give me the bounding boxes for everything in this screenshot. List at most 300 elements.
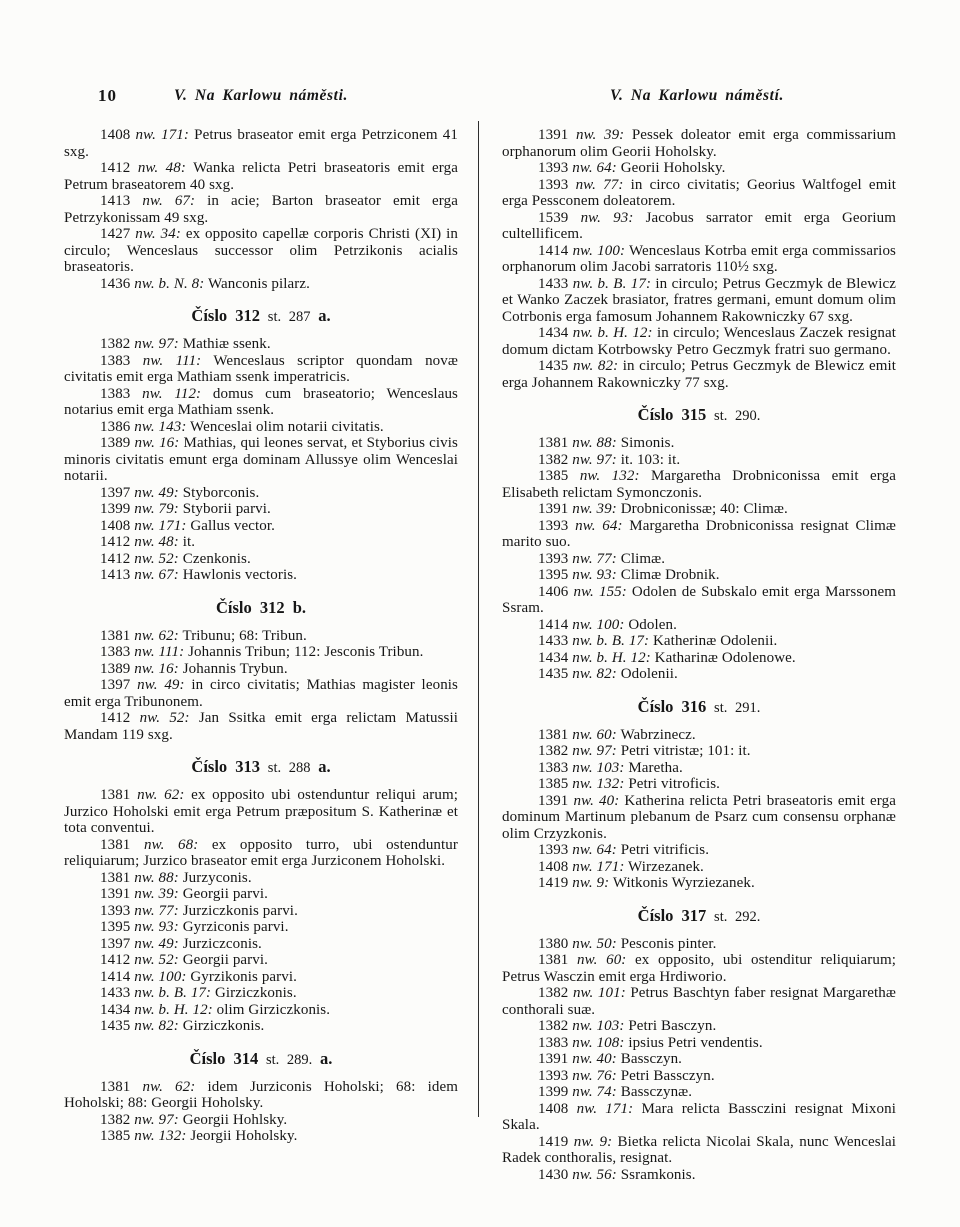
entry-year: 1434 xyxy=(538,325,569,341)
entry-year: 1381 xyxy=(100,787,131,803)
record-entry xyxy=(502,666,896,683)
entry-text: it. 103: it. xyxy=(620,451,681,468)
entry-year: 1389 xyxy=(100,435,131,451)
entry-year: 1434 xyxy=(538,649,569,666)
record-entry xyxy=(64,1112,458,1129)
record-entry xyxy=(502,760,896,777)
entry-reference: nw. 100: xyxy=(572,242,626,259)
entry-year: 1434 xyxy=(100,1001,131,1018)
entry-year: 1414 xyxy=(100,968,131,985)
entry-reference: nw. 77: xyxy=(134,902,179,919)
entry-reference: nw. 16: xyxy=(134,660,179,677)
entry-year: 1381 xyxy=(100,836,131,853)
entry-reference: nw. 77: xyxy=(575,176,624,193)
entry-year: 1391 xyxy=(538,792,569,809)
entry-reference: nw. 100: xyxy=(572,616,625,633)
record-entry xyxy=(64,919,458,936)
entry-reference: nw. 97: xyxy=(572,743,617,759)
record-entry xyxy=(64,677,458,710)
record-entry xyxy=(64,787,458,837)
entry-year: 1383 xyxy=(538,1034,569,1051)
section-heading-number: a. xyxy=(318,306,331,325)
entry-year: 1385 xyxy=(538,776,569,792)
entry-year: 1397 xyxy=(100,677,131,693)
entry-year: 1414 xyxy=(538,242,569,259)
entry-reference: nw. 49: xyxy=(134,935,179,952)
record-entry xyxy=(64,435,458,485)
entry-year: 1419 xyxy=(538,1133,569,1150)
entry-text: Girziczkonis. xyxy=(214,985,297,1001)
entry-text: Gyrziconis parvi. xyxy=(182,919,289,935)
entry-text: Gyrzikonis parvi. xyxy=(190,968,297,985)
entry-reference: nw. 68: xyxy=(144,836,199,853)
entry-reference: nw. 97: xyxy=(572,451,617,468)
entry-year: 1383 xyxy=(100,385,131,402)
entry-year: 1433 xyxy=(538,633,569,649)
entry-text: ipsius Petri vendentis. xyxy=(628,1034,763,1051)
entry-text: Katharinæ Odolenowe. xyxy=(654,649,796,666)
record-entry xyxy=(64,969,458,986)
entry-reference: nw. 82: xyxy=(134,1018,179,1034)
record-entry xyxy=(502,743,896,760)
entry-text: Jurziczconis. xyxy=(182,935,262,952)
entry-reference: nw. 103: xyxy=(572,759,625,776)
text-columns xyxy=(64,127,896,1183)
entry-year: 1391 xyxy=(100,886,131,902)
record-entry xyxy=(502,468,896,501)
entry-year: 1382 xyxy=(538,451,569,468)
entry-year: 1412 xyxy=(100,710,131,726)
entry-text: in circo civitatis; Georius Waltfogel emit erga Pessconem doleatorem. xyxy=(502,176,896,209)
entry-year: 1381 xyxy=(538,435,569,451)
entry-year: 1382 xyxy=(100,1111,131,1128)
entry-text: ex opposito, ubi ostenditur reliquiarum; Petrus Wasczin emit erga Hrdiworio. xyxy=(502,952,896,985)
entry-reference: nw. 132: xyxy=(134,1128,187,1144)
entry-text: Girziczkonis. xyxy=(182,1018,265,1034)
entry-reference: nw. 48: xyxy=(134,534,179,550)
entry-text: Pessek doleator emit erga commissarium orphanorum olim Georii Hoholsky. xyxy=(502,127,896,160)
entry-year: 1395 xyxy=(100,919,131,935)
entry-text: Margaretha Drobniconissa emit erga Elisabeth relictam Symonczonis. xyxy=(502,468,896,501)
entry-year: 1381 xyxy=(538,952,569,968)
entry-year: 1385 xyxy=(538,468,569,484)
entry-reference: nw. 67: xyxy=(134,567,179,583)
entry-year: 1435 xyxy=(538,358,569,374)
entry-text: Odolen de Subskalo emit erga Marssonem Ssram. xyxy=(502,583,896,616)
running-head-left: V. Na Karlowu náměsti. xyxy=(174,87,348,104)
entry-year: 1412 xyxy=(100,550,131,567)
record-entry xyxy=(502,127,896,160)
entry-reference: nw. 79: xyxy=(134,501,179,517)
entry-text: idem Jurziconis Hoholski; 68: idem Hoholski; 88: Georgii Hoholsky. xyxy=(64,1078,459,1111)
record-entry xyxy=(64,710,458,743)
entry-text: Climæ. xyxy=(620,550,666,567)
record-entry xyxy=(502,501,896,518)
running-head-row xyxy=(0,86,960,110)
record-entry xyxy=(502,617,896,634)
entry-reference: nw. 52: xyxy=(134,550,179,567)
record-entry xyxy=(64,193,458,226)
record-entry xyxy=(64,127,458,160)
entry-reference: nw. 50: xyxy=(572,935,617,952)
entry-text: Petri vitroficis. xyxy=(628,776,720,792)
entry-text: ex opposito turro, ubi ostenduntur reliquiarum; Jurzico braseator emit erga Jurziconem Hoholski. xyxy=(64,836,458,869)
entry-year: 1382 xyxy=(538,1018,569,1034)
record-entry xyxy=(502,358,896,391)
section-heading-ref: st. 287 xyxy=(267,309,311,325)
entry-year: 1414 xyxy=(538,616,569,633)
entry-year: 1408 xyxy=(538,858,569,875)
record-entry xyxy=(502,1068,896,1085)
entry-reference: nw. b. B. 17: xyxy=(134,985,212,1001)
entry-text: Wabrzinecz. xyxy=(620,726,696,743)
entry-year: 1433 xyxy=(100,985,131,1001)
section-heading-number: Číslo 314 xyxy=(189,1048,259,1068)
section-heading xyxy=(64,1050,458,1069)
entry-reference: nw. 93: xyxy=(580,209,634,226)
entry-reference: nw. 82: xyxy=(572,358,619,374)
section-heading-number: a. xyxy=(320,1048,333,1068)
entry-reference: nw. 143: xyxy=(134,418,187,435)
section-heading xyxy=(502,406,896,425)
entry-reference: nw. 93: xyxy=(572,567,617,583)
entry-text: Styborconis. xyxy=(182,484,260,501)
entry-text: it. xyxy=(182,534,196,550)
record-entry xyxy=(502,727,896,744)
record-entry xyxy=(502,985,896,1018)
record-entry xyxy=(64,501,458,518)
record-entry xyxy=(502,210,896,243)
record-entry xyxy=(502,276,896,326)
record-entry xyxy=(502,1101,896,1134)
entry-reference: nw. 171: xyxy=(576,1100,634,1117)
entry-text: Witkonis Wyrziezanek. xyxy=(612,875,755,891)
entry-reference: nw. 97: xyxy=(134,1111,179,1128)
entry-reference: nw. 48: xyxy=(137,160,186,176)
entry-year: 1382 xyxy=(538,743,569,759)
entry-reference: nw. 39: xyxy=(134,886,179,902)
entry-year: 1381 xyxy=(538,726,569,743)
record-entry xyxy=(64,1128,458,1145)
entry-reference: nw. b. B. 17: xyxy=(572,275,652,292)
entry-text: Ssramkonis. xyxy=(620,1166,696,1183)
entry-reference: nw. 34: xyxy=(135,226,181,242)
entry-text: Georgii parvi. xyxy=(182,952,268,968)
entry-reference: nw. 103: xyxy=(572,1018,625,1034)
entry-text: Jeorgii Hoholsky. xyxy=(190,1128,298,1144)
entry-text: Johannis Trybun. xyxy=(182,660,288,677)
record-entry xyxy=(502,875,896,892)
entry-text: in circulo; Petrus Geczmyk de Blewicz et Wanko Zaczek brasiator, fratres germani, emunt domum olim Cotrbonis erga famosum Johannem Rakowniczky 67 sxg. xyxy=(502,275,896,325)
record-entry xyxy=(64,936,458,953)
entry-reference: nw. 67: xyxy=(142,193,196,209)
entry-year: 1427 xyxy=(100,226,131,242)
entry-year: 1380 xyxy=(538,935,569,952)
section-heading xyxy=(502,907,896,926)
entry-reference: nw. 93: xyxy=(134,919,179,935)
entry-text: Bassczynæ. xyxy=(620,1084,693,1100)
entry-text: Climæ Drobnik. xyxy=(620,567,720,583)
entry-text: Czenkonis. xyxy=(182,550,251,567)
entry-year: 1412 xyxy=(100,534,131,550)
record-entry xyxy=(502,633,896,650)
entry-text: Bietka relicta Nicolai Skala, nunc Wenceslai Radek conthoralis, resignat. xyxy=(502,1133,896,1166)
entry-year: 1435 xyxy=(538,666,569,682)
record-entry xyxy=(64,870,458,887)
entry-year: 1393 xyxy=(538,1067,569,1084)
running-head-right: V. Na Karlowu náměstí. xyxy=(610,87,784,104)
entry-text: Petri Bassczyn. xyxy=(620,1067,715,1084)
record-entry xyxy=(502,1035,896,1052)
entry-reference: nw. 40: xyxy=(573,792,620,809)
entry-text: Wirzezanek. xyxy=(628,858,704,875)
entry-reference: nw. 100: xyxy=(134,968,187,985)
entry-year: 1408 xyxy=(100,517,131,534)
entry-text: Wenceslaus scriptor quondam novæ civitatis emit erga Mathiam ssenk imperatricis. xyxy=(64,352,458,385)
record-entry xyxy=(64,1002,458,1019)
section-heading xyxy=(64,307,458,326)
entry-year: 1393 xyxy=(538,842,569,858)
record-entry xyxy=(64,226,458,276)
entry-text: in circulo; Wenceslaus Zaczek resignat domum dictam Kotrbowsky Petro Geczmyk fratri suo germano. xyxy=(502,325,896,358)
entry-text: Wenceslaus Kotrba emit erga commissarios orphanorum olim Jacobi sarratoris 110½ sxg. xyxy=(502,242,896,275)
entry-reference: nw. 171: xyxy=(135,127,189,143)
entry-year: 1435 xyxy=(100,1018,131,1034)
entry-year: 1397 xyxy=(100,484,131,501)
entry-reference: nw. 112: xyxy=(142,385,202,402)
entry-reference: nw. 52: xyxy=(134,952,179,968)
entry-year: 1413 xyxy=(100,567,131,583)
section-heading-ref: st. 292. xyxy=(714,908,761,925)
entry-year: 1381 xyxy=(100,627,131,644)
record-entry xyxy=(502,842,896,859)
entry-year: 1399 xyxy=(100,501,131,517)
entry-year: 1391 xyxy=(538,501,569,517)
section-heading-ref: st. 291. xyxy=(714,699,761,716)
entry-text: Margaretha Drobniconissa resignat Climæ marito suo. xyxy=(502,517,897,550)
entry-year: 1381 xyxy=(100,1078,131,1095)
section-heading-number: Číslo 312 xyxy=(191,306,261,325)
record-entry xyxy=(64,419,458,436)
record-entry xyxy=(64,644,458,661)
entry-text: Gallus vector. xyxy=(190,517,276,534)
record-entry xyxy=(502,952,896,985)
record-entry xyxy=(502,650,896,667)
entry-year: 1419 xyxy=(538,875,569,891)
entry-year: 1382 xyxy=(538,985,569,1001)
entry-text: domus cum braseatorio; Wenceslaus notarius emit erga Mathiam ssenk. xyxy=(64,385,458,418)
entry-text: Georgii parvi. xyxy=(182,886,268,902)
entry-year: 1393 xyxy=(538,550,569,567)
entry-text: Wanconis pilarz. xyxy=(207,275,310,292)
entry-reference: nw. b. H. 12: xyxy=(572,325,653,341)
entry-reference: nw. 171: xyxy=(134,517,187,534)
record-entry xyxy=(502,567,896,584)
entry-year: 1383 xyxy=(100,644,131,660)
entry-text: in acie; Barton braseator emit erga Petrzykonissam 49 sxg. xyxy=(64,193,458,226)
entry-reference: nw. 49: xyxy=(134,484,179,501)
section-heading-number: Číslo 312 b. xyxy=(215,597,307,617)
record-entry xyxy=(502,776,896,793)
record-entry xyxy=(64,160,458,193)
record-entry xyxy=(502,518,896,551)
entry-reference: nw. 97: xyxy=(134,336,179,352)
entry-reference: nw. 64: xyxy=(575,517,623,534)
entry-text: ex opposito ubi ostenduntur reliqui arum; Jurzico Hoholski emit erga Petrum præpositum S. Katherinæ et tota conventui. xyxy=(64,787,459,836)
entry-text: Tribunu; 68: Tribun. xyxy=(182,627,307,644)
entry-text: Johannis Tribun; 112: Jesconis Tribun. xyxy=(188,644,424,660)
entry-text: Georii Hoholsky. xyxy=(620,160,726,176)
entry-text: Jacobus sarrator emit erga Georium cultellificem. xyxy=(502,209,897,242)
entry-reference: nw. 9: xyxy=(572,875,610,891)
entry-year: 1391 xyxy=(538,127,569,143)
section-heading xyxy=(502,698,896,717)
record-entry xyxy=(502,452,896,469)
entry-reference: nw. 108: xyxy=(572,1034,625,1051)
entry-year: 1389 xyxy=(100,660,131,677)
entry-year: 1393 xyxy=(538,176,569,193)
entry-reference: nw. 76: xyxy=(572,1067,617,1084)
entry-reference: nw. 74: xyxy=(572,1084,617,1100)
entry-reference: nw. 111: xyxy=(142,352,202,369)
section-heading-number: Číslo 316 xyxy=(637,696,707,716)
entry-text: Wenceslai olim notarii civitatis. xyxy=(190,418,384,435)
record-entry xyxy=(502,1167,896,1184)
entry-text: Styborii parvi. xyxy=(182,501,271,517)
record-entry xyxy=(502,325,896,358)
entry-year: 1393 xyxy=(538,160,569,176)
entry-year: 1383 xyxy=(538,759,569,776)
record-entry xyxy=(64,485,458,502)
entry-reference: nw. b. H. 12: xyxy=(572,649,651,666)
record-entry xyxy=(502,584,896,617)
entry-text: olim Girziczkonis. xyxy=(216,1001,331,1018)
record-entry xyxy=(64,1079,458,1112)
entry-reference: nw. 39: xyxy=(572,501,617,517)
entry-text: Petri vitristæ; 101: it. xyxy=(620,743,751,759)
record-entry xyxy=(64,837,458,870)
record-entry xyxy=(502,1051,896,1068)
section-heading-number: Číslo 313 xyxy=(191,757,261,776)
entry-reference: nw. 16: xyxy=(134,435,180,451)
entry-reference: nw. 155: xyxy=(573,583,627,600)
entry-reference: nw. 88: xyxy=(572,435,617,451)
record-entry xyxy=(502,936,896,953)
section-heading-ref: st. 289. xyxy=(265,1051,313,1068)
entry-year: 1383 xyxy=(100,352,131,369)
record-entry xyxy=(502,435,896,452)
entry-year: 1433 xyxy=(538,275,569,292)
page-number: 10 xyxy=(98,86,117,105)
entry-year: 1436 xyxy=(100,275,131,292)
entry-text: Katherina relicta Petri braseatoris emit erga dominum Martinum plebanum de Psarz cum consensu orphanæ olim Crzyzkonis. xyxy=(502,792,896,842)
record-entry xyxy=(64,386,458,419)
record-entry xyxy=(64,952,458,969)
left-column xyxy=(64,127,458,1183)
record-entry xyxy=(64,886,458,903)
record-entry xyxy=(64,353,458,386)
entry-reference: nw. 56: xyxy=(572,1166,617,1183)
entry-year: 1412 xyxy=(100,952,131,968)
entry-text: Jan Ssitka emit erga relictam Matussii Mandam 119 sxg. xyxy=(64,710,458,743)
record-entry xyxy=(64,903,458,920)
record-entry xyxy=(64,276,458,293)
entry-year: 1397 xyxy=(100,935,131,952)
record-entry xyxy=(502,1134,896,1167)
record-entry xyxy=(502,1018,896,1035)
record-entry xyxy=(64,518,458,535)
entry-text: Mathias, qui leones servat, et Styborius civis minoris civitatis emunt erga dominam Allussye olim Wenceslai notarii. xyxy=(64,435,458,484)
section-heading xyxy=(64,599,458,618)
entry-reference: nw. 62: xyxy=(137,787,185,803)
entry-text: Jurziczkonis parvi. xyxy=(182,902,298,919)
entry-reference: nw. 49: xyxy=(137,677,185,693)
entry-text: Petri Basczyn. xyxy=(628,1018,717,1034)
entry-text: ex opposito capellæ corporis Christi (XI) in circulo; Wenceslaus successor olim Petrzikonis acialis braseatoris. xyxy=(64,226,458,275)
entry-year: 1393 xyxy=(100,902,131,919)
entry-reference: nw. 77: xyxy=(572,550,617,567)
entry-year: 1413 xyxy=(100,193,131,209)
entry-text: Petrus Baschtyn faber resignat Margarethæ conthorali suæ. xyxy=(502,985,896,1018)
entry-reference: nw. 62: xyxy=(134,627,179,644)
record-entry xyxy=(64,985,458,1002)
entry-year: 1408 xyxy=(100,127,131,143)
entry-text: Odolenii. xyxy=(620,666,678,682)
record-entry xyxy=(502,793,896,843)
section-heading-number: Číslo 317 xyxy=(637,905,707,925)
record-entry xyxy=(64,567,458,584)
entry-text: in circulo; Petrus Geczmyk de Blewicz emit erga Johannem Rakowniczky 77 sxg. xyxy=(502,358,897,391)
entry-text: Petri vitrificis. xyxy=(620,842,710,858)
entry-text: Bassczyn. xyxy=(620,1051,683,1067)
entry-text: Mara relicta Bassczini resignat Mixoni Skala. xyxy=(502,1100,896,1133)
entry-year: 1408 xyxy=(538,1100,569,1117)
record-entry xyxy=(502,160,896,177)
entry-reference: nw. 111: xyxy=(134,644,185,660)
entry-text: Mathiæ ssenk. xyxy=(182,336,271,352)
entry-reference: nw. 9: xyxy=(573,1133,613,1150)
entry-text: Drobniconissæ; 40: Climæ. xyxy=(620,501,788,517)
entry-text: Hawlonis vectoris. xyxy=(182,567,297,583)
entry-reference: nw. 101: xyxy=(572,985,626,1001)
entry-text: Maretha. xyxy=(628,759,683,776)
entry-year: 1406 xyxy=(538,583,569,600)
entry-text: Wanka relicta Petri braseatoris emit erga Petrum braseatorem 40 sxg. xyxy=(64,160,458,193)
entry-reference: nw. b. B. 17: xyxy=(572,633,650,649)
entry-reference: nw. 62: xyxy=(142,1078,196,1095)
entry-year: 1382 xyxy=(100,336,131,352)
section-heading-ref: st. 290. xyxy=(714,408,761,424)
entry-reference: nw. 82: xyxy=(572,666,617,682)
entry-reference: nw. 88: xyxy=(134,869,179,886)
entry-year: 1399 xyxy=(538,1084,569,1100)
record-entry xyxy=(64,551,458,568)
record-entry xyxy=(502,1084,896,1101)
entry-year: 1385 xyxy=(100,1128,131,1144)
entry-reference: nw. b. N. 8: xyxy=(134,275,205,292)
entry-text: Katherinæ Odolenii. xyxy=(652,633,778,649)
entry-text: in circo civitatis; Mathias magister leonis emit erga Tribunonem. xyxy=(64,677,458,710)
entry-reference: nw. 132: xyxy=(572,776,625,792)
section-heading-ref: st. 288 xyxy=(267,760,311,776)
entry-reference: nw. 52: xyxy=(139,710,190,726)
record-entry xyxy=(502,243,896,276)
record-entry xyxy=(64,1018,458,1035)
entry-reference: nw. 64: xyxy=(572,842,617,858)
entry-text: Pesconis pinter. xyxy=(620,935,717,952)
entry-year: 1412 xyxy=(100,160,131,176)
entry-reference: nw. 60: xyxy=(577,952,627,968)
